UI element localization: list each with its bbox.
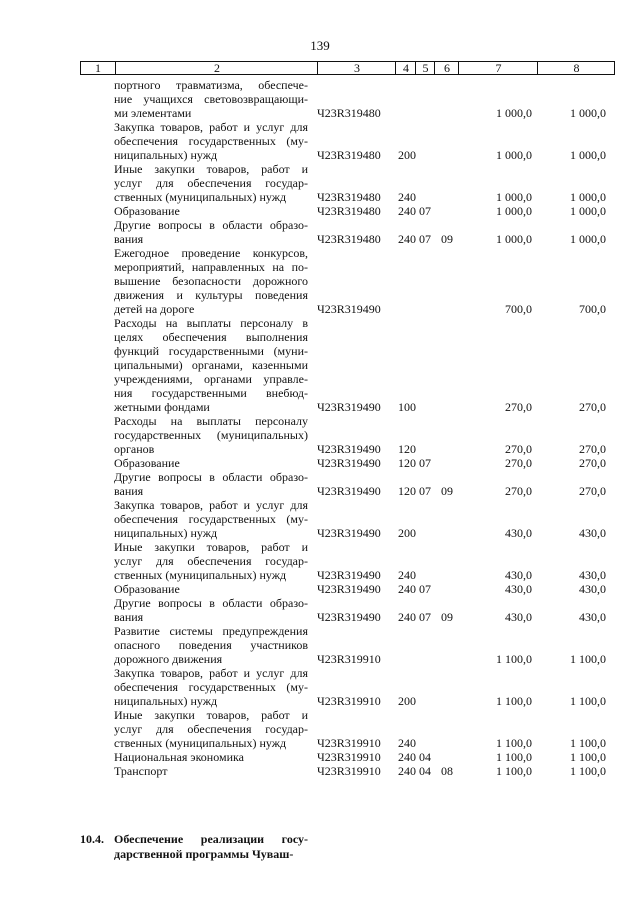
- row-code: Ч23R319480: [317, 148, 381, 162]
- row-col-8: 1 100,0: [570, 764, 606, 778]
- row-col-8: 1 100,0: [570, 736, 606, 750]
- row-description: [114, 78, 308, 120]
- table-row: [0, 666, 640, 708]
- row-description: [114, 498, 308, 540]
- row-col-4: 240: [398, 190, 416, 204]
- description-line: Закупка товаров, работ и услуг для: [114, 120, 308, 134]
- description-line: мероприятий, направленных на по-: [114, 260, 308, 274]
- row-code: Ч23R319490: [317, 484, 381, 498]
- row-col-7: 270,0: [505, 484, 532, 498]
- header-col-3: 3: [317, 62, 396, 74]
- header-col-7: 7: [458, 62, 538, 74]
- row-col-7: 270,0: [505, 442, 532, 456]
- row-col-5: 07: [419, 610, 431, 624]
- row-col-5: 07: [419, 582, 431, 596]
- row-col-7: 1 000,0: [496, 232, 532, 246]
- row-col-7: 270,0: [505, 456, 532, 470]
- description-line: портного травматизма, обеспече-: [114, 78, 308, 92]
- table-row: [0, 708, 640, 750]
- description-line: органов: [114, 442, 155, 456]
- row-col-6: 09: [441, 232, 453, 246]
- description-line: Иные закупки товаров, работ и: [114, 708, 308, 722]
- row-col-4: 240: [398, 204, 416, 218]
- description-line: Иные закупки товаров, работ и: [114, 540, 308, 554]
- row-col-7: 1 000,0: [496, 204, 532, 218]
- row-col-8: 430,0: [579, 526, 606, 540]
- row-col-4: 240: [398, 736, 416, 750]
- row-col-7: 1 100,0: [496, 764, 532, 778]
- description-line: обеспечения государственных (му-: [114, 512, 308, 526]
- row-col-4: 100: [398, 400, 416, 414]
- description-line: учреждениями, органами управле-: [114, 372, 308, 386]
- row-col-7: 430,0: [505, 582, 532, 596]
- description-line: услуг для обеспечения государ-: [114, 722, 308, 736]
- row-col-6: 09: [441, 484, 453, 498]
- row-description: [114, 456, 308, 470]
- description-line: Другие вопросы в области образо-: [114, 470, 308, 484]
- description-line: вания: [114, 610, 144, 624]
- description-line: Образование: [114, 456, 180, 470]
- description-line: ственных (муниципальных) нужд: [114, 568, 287, 582]
- header-col-2: 2: [115, 62, 318, 74]
- row-col-8: 1 100,0: [570, 694, 606, 708]
- row-code: Ч23R319910: [317, 764, 381, 778]
- row-description: [114, 120, 308, 162]
- table-row: [0, 624, 640, 666]
- row-description: [114, 764, 308, 778]
- row-col-4: 120: [398, 456, 416, 470]
- description-line: Другие вопросы в области образо-: [114, 596, 308, 610]
- description-line: Ежегодное проведение конкурсов,: [114, 246, 308, 260]
- row-col-5: 04: [419, 764, 431, 778]
- row-col-4: 240: [398, 232, 416, 246]
- description-line: Расходы на выплаты персоналу: [114, 414, 308, 428]
- row-code: Ч23R319480: [317, 106, 381, 120]
- row-code: Ч23R319490: [317, 456, 381, 470]
- description-line: ми элементами: [114, 106, 192, 120]
- table-row: [0, 204, 640, 218]
- row-col-8: 700,0: [579, 302, 606, 316]
- row-col-8: 1 000,0: [570, 106, 606, 120]
- row-col-7: 1 000,0: [496, 148, 532, 162]
- row-description: [114, 666, 308, 708]
- section-title-line: Обеспечение реализации госу-: [114, 832, 308, 846]
- row-description: [114, 246, 308, 316]
- row-col-8: 1 100,0: [570, 750, 606, 764]
- table-row: [0, 750, 640, 764]
- description-line: Образование: [114, 582, 180, 596]
- row-description: [114, 470, 308, 498]
- row-col-8: 430,0: [579, 568, 606, 582]
- row-col-4: 120: [398, 484, 416, 498]
- row-code: Ч23R319910: [317, 694, 381, 708]
- row-col-4: 120: [398, 442, 416, 456]
- description-line: движения и культуры поведения: [114, 288, 308, 302]
- row-description: [114, 204, 308, 218]
- table-row: [0, 470, 640, 498]
- row-col-4: 200: [398, 526, 416, 540]
- description-line: ния государственными внебюд-: [114, 386, 308, 400]
- description-line: ниципальных) нужд: [114, 694, 218, 708]
- description-line: ственных (муниципальных) нужд: [114, 190, 287, 204]
- row-col-5: 07: [419, 484, 431, 498]
- table-row: [0, 120, 640, 162]
- row-description: [114, 750, 308, 764]
- row-col-8: 1 000,0: [570, 204, 606, 218]
- description-line: Другие вопросы в области образо-: [114, 218, 308, 232]
- description-line: Расходы на выплаты персоналу в: [114, 316, 308, 330]
- row-code: Ч23R319490: [317, 400, 381, 414]
- row-col-7: 1 100,0: [496, 750, 532, 764]
- row-col-7: 1 000,0: [496, 190, 532, 204]
- row-col-8: 1 000,0: [570, 190, 606, 204]
- row-code: Ч23R319490: [317, 526, 381, 540]
- row-description: [114, 414, 308, 456]
- row-code: Ч23R319480: [317, 232, 381, 246]
- table-row: [0, 596, 640, 624]
- row-col-8: 270,0: [579, 400, 606, 414]
- description-line: Закупка товаров, работ и услуг для: [114, 666, 308, 680]
- row-description: [114, 316, 308, 414]
- description-line: государственных (муниципальных): [114, 428, 308, 442]
- table-row: [0, 498, 640, 540]
- description-line: вания: [114, 484, 144, 498]
- row-code: Ч23R319480: [317, 190, 381, 204]
- row-col-7: 1 000,0: [496, 106, 532, 120]
- header-col-4: 4: [395, 62, 416, 74]
- row-col-8: 430,0: [579, 582, 606, 596]
- row-col-8: 1 000,0: [570, 232, 606, 246]
- row-col-7: 1 100,0: [496, 736, 532, 750]
- table-row: [0, 246, 640, 316]
- description-line: ниципальных) нужд: [114, 148, 218, 162]
- description-line: ниципальных) нужд: [114, 526, 218, 540]
- description-line: услуг для обеспечения государ-: [114, 554, 308, 568]
- description-line: жетными фондами: [114, 400, 210, 414]
- row-description: [114, 218, 308, 246]
- description-line: вышение безопасности дорожного: [114, 274, 308, 288]
- row-col-8: 1 000,0: [570, 148, 606, 162]
- description-line: услуг для обеспечения государ-: [114, 176, 308, 190]
- description-line: вания: [114, 232, 144, 246]
- description-line: Транспорт: [114, 764, 168, 778]
- row-col-8: 270,0: [579, 456, 606, 470]
- header-col-8: 8: [537, 62, 615, 74]
- row-code: Ч23R319490: [317, 582, 381, 596]
- row-code: Ч23R319490: [317, 442, 381, 456]
- table-row: [0, 582, 640, 596]
- description-line: Иные закупки товаров, работ и: [114, 162, 308, 176]
- row-code: Ч23R319490: [317, 568, 381, 582]
- table-header: [80, 61, 615, 75]
- row-col-8: 430,0: [579, 610, 606, 624]
- row-code: Ч23R319910: [317, 652, 381, 666]
- row-code: Ч23R319480: [317, 204, 381, 218]
- row-code: Ч23R319910: [317, 736, 381, 750]
- row-col-7: 430,0: [505, 526, 532, 540]
- row-col-4: 240: [398, 610, 416, 624]
- row-col-5: 07: [419, 204, 431, 218]
- row-col-7: 270,0: [505, 400, 532, 414]
- table-row: [0, 316, 640, 414]
- row-description: [114, 624, 308, 666]
- description-line: обеспечения государственных (му-: [114, 134, 308, 148]
- table-row: [0, 456, 640, 470]
- row-col-7: 430,0: [505, 568, 532, 582]
- row-col-5: 07: [419, 456, 431, 470]
- row-col-8: 270,0: [579, 484, 606, 498]
- description-line: Образование: [114, 204, 180, 218]
- section-title: [114, 832, 308, 862]
- description-line: функций государственными (муни-: [114, 344, 308, 358]
- description-line: ципальными) органами, казенными: [114, 358, 308, 372]
- row-code: Ч23R319910: [317, 750, 381, 764]
- row-col-7: 700,0: [505, 302, 532, 316]
- row-col-4: 240: [398, 764, 416, 778]
- description-line: Национальная экономика: [114, 750, 244, 764]
- table-row: [0, 78, 640, 120]
- table-row: [0, 414, 640, 456]
- section-title-line: дарственной программы Чуваш-: [114, 847, 294, 861]
- description-line: целях обеспечения выполнения: [114, 330, 308, 344]
- table-row: [0, 764, 640, 778]
- row-col-4: 200: [398, 694, 416, 708]
- description-line: детей на дороге: [114, 302, 195, 316]
- description-line: опасного поведения участников: [114, 638, 308, 652]
- row-col-5: 04: [419, 750, 431, 764]
- description-line: ние учащихся световозвращающи-: [114, 92, 308, 106]
- description-line: Закупка товаров, работ и услуг для: [114, 498, 308, 512]
- description-line: обеспечения государственных (му-: [114, 680, 308, 694]
- row-code: Ч23R319490: [317, 302, 381, 316]
- row-col-6: 09: [441, 610, 453, 624]
- table-row: [0, 218, 640, 246]
- table-row: [0, 162, 640, 204]
- row-description: [114, 582, 308, 596]
- description-line: дорожного движения: [114, 652, 223, 666]
- row-description: [114, 708, 308, 750]
- row-col-8: 270,0: [579, 442, 606, 456]
- row-description: [114, 162, 308, 204]
- row-col-8: 1 100,0: [570, 652, 606, 666]
- row-col-4: 240: [398, 568, 416, 582]
- section-number: 10.4.: [80, 832, 104, 846]
- row-col-5: 07: [419, 232, 431, 246]
- page-number: 139: [310, 38, 330, 53]
- row-col-7: 430,0: [505, 610, 532, 624]
- row-col-7: 1 100,0: [496, 694, 532, 708]
- header-col-6: 6: [434, 62, 459, 74]
- header-col-5: 5: [415, 62, 435, 74]
- row-col-4: 240: [398, 582, 416, 596]
- table-row: [0, 540, 640, 582]
- description-line: Развитие системы предупреждения: [114, 624, 308, 638]
- row-col-4: 240: [398, 750, 416, 764]
- description-line: ственных (муниципальных) нужд: [114, 736, 287, 750]
- row-col-6: 08: [441, 764, 453, 778]
- row-col-7: 1 100,0: [496, 652, 532, 666]
- row-col-4: 200: [398, 148, 416, 162]
- table-body: [0, 78, 640, 778]
- row-description: [114, 540, 308, 582]
- row-description: [114, 596, 308, 624]
- header-col-1: 1: [95, 61, 101, 75]
- row-code: Ч23R319490: [317, 610, 381, 624]
